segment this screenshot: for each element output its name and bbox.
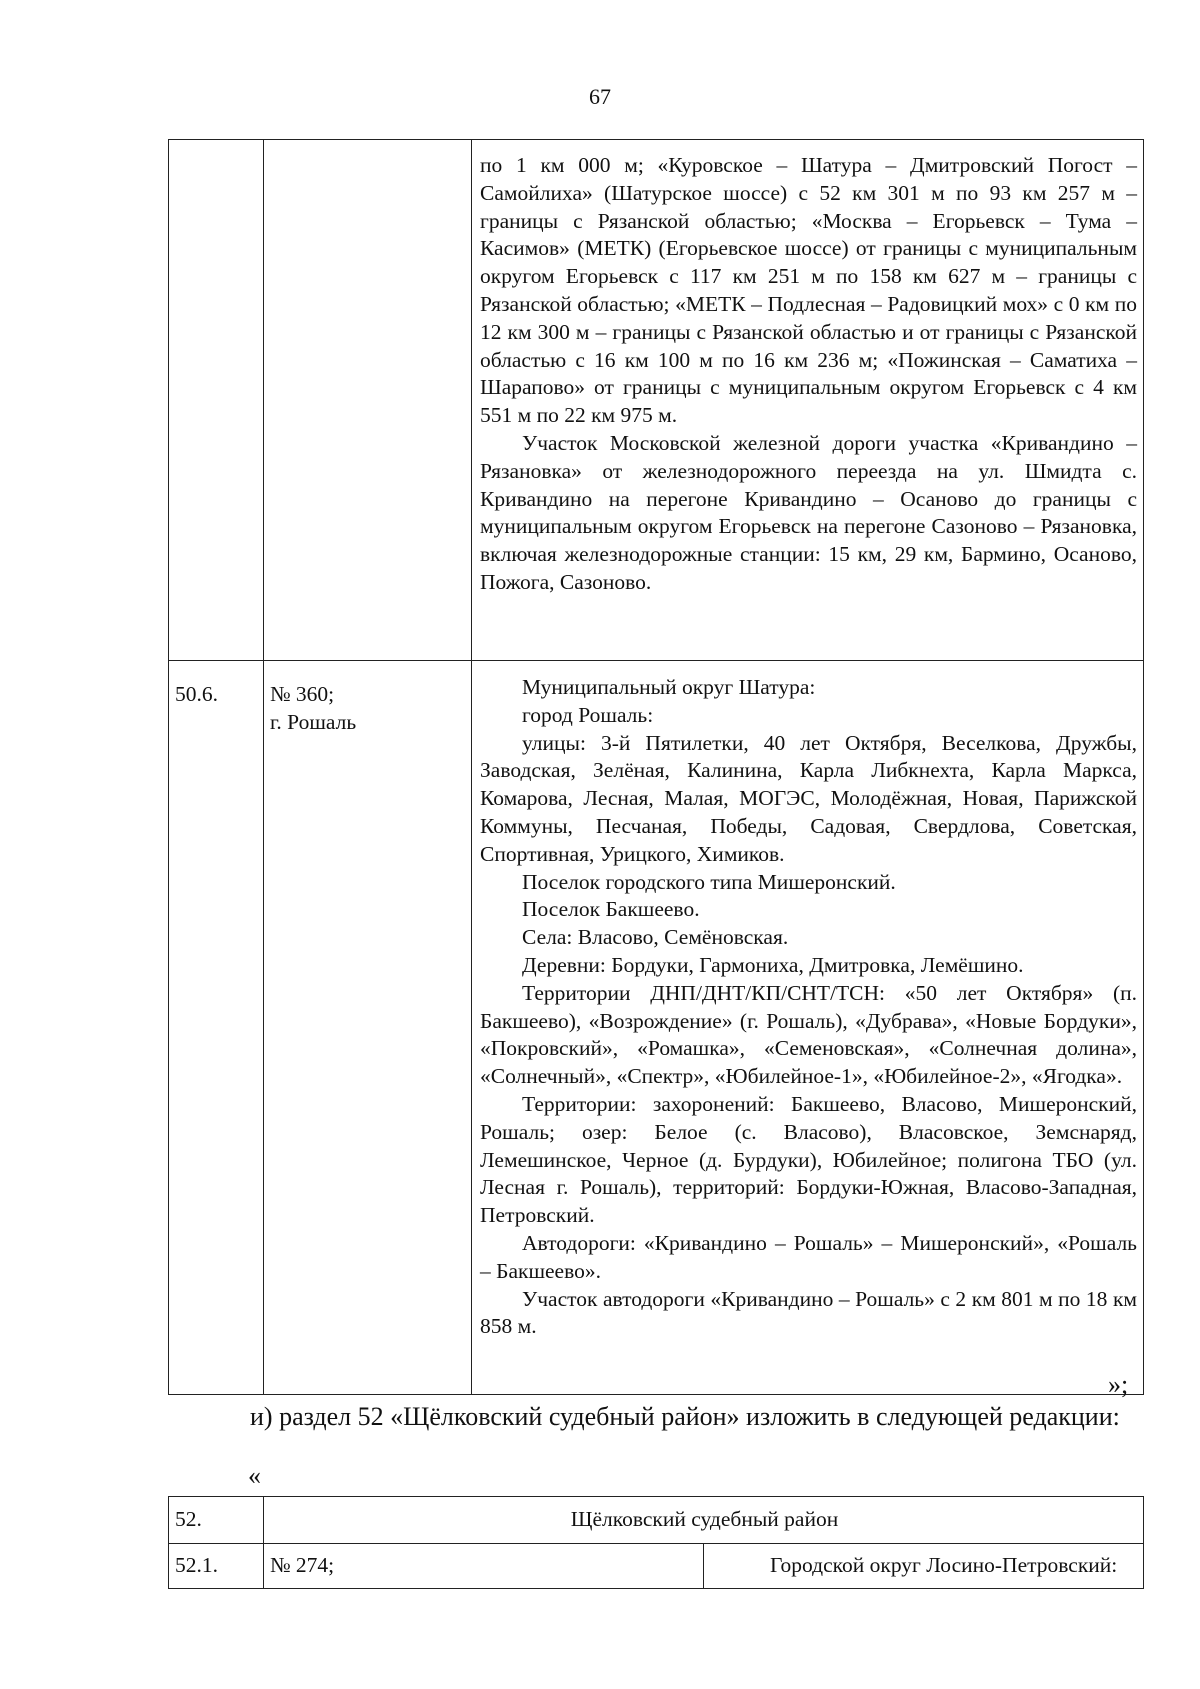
row-number-cell: 50.6. [169, 661, 264, 1395]
territory-paragraph: Села: Власово, Семёновская. [522, 925, 789, 950]
territory-paragraph: Участок автодороги «Кривандино – Рошаль» с 2 км 801 м по 18 км 858 м. [480, 1286, 1137, 1339]
territory-paragraph: улицы: 3-й Пятилетки, 40 лет Октября, Веселкова, Дружбы, Заводская, Зелёная, Калинина, Карла Либкнехта, Карла Маркса, Комарова, Лесная, Малая, МОГЭС, Молодёжная, Новая, Парижской Коммуны, Песчаная, Победы, Садовая, Свердлова, Советская, Спортивная, Урицкого, Химиков. [480, 730, 1137, 866]
schelkovo-district-table [168, 1496, 1144, 1589]
table-row [169, 661, 1144, 1395]
territory-paragraph: по 1 км 000 м; «Куровское – Шатура – Дмитровский Погост – Самойлиха» (Шатурское шоссе) с 52 км 301 м по 93 км 257 м – границы с Рязанской областью; «Москва – Егорьевск – Тума – Касимов» (МЕТК) (Егорьевское шоссе) от границы с муниципальным округом Егорьевск с 117 км 251 м по 158 км 627 м – границы с Рязанской областью; «МЕТК – Подлесная – Радовицкий мох» с 0 км по 12 км 300 м – границы с Рязанской областью и от границы с Рязанской областью с 16 км 100 м по 16 км 236 м; «Пожинская – Саматиха – Шарапово» от границы с муниципальным округом Егорьевск с 4 км 551 м по 22 км 975 м. [480, 153, 1137, 428]
amendment-instruction: и) раздел 52 «Щёлковский судебный район» изложить в следующей редакции: [250, 1402, 1120, 1431]
territory-paragraph: Поселок Бакшеево. [522, 897, 700, 922]
row-number-cell: 52.1. [169, 1544, 264, 1589]
territory-paragraph: город Рошаль: [522, 702, 654, 727]
court-cell [264, 140, 472, 661]
court-number: № 360; [270, 682, 335, 706]
section-number-cell: 52. [169, 1497, 264, 1544]
territory-paragraph: Участок Московской железной дороги участка «Кривандино – Рязановка» от железнодорожного переезда на ул. Шмидта с. Кривандино на перегоне Кривандино – Осаново до границы с муниципальным округом Егорьевск на перегоне Сазоново – Рязановка, включая железнодорожные станции: 15 км, 29 км, Бармино, Осаново, Пожога, Сазоново. [480, 430, 1137, 594]
court-cell [264, 661, 472, 1395]
territory-paragraph: Автодороги: «Кривандино – Рошаль» – Мишеронский», «Рошаль – Бакшеево». [480, 1230, 1137, 1283]
section-title-cell: Щёлковский судебный район [264, 1497, 1144, 1544]
table-row [169, 140, 1144, 661]
opening-quote: « [248, 1461, 261, 1490]
territory-cell [472, 661, 1144, 1395]
table-row [169, 1544, 1144, 1589]
territory-paragraph: Деревни: Бордуки, Гармониха, Дмитровка, Лемёшино. [522, 952, 1024, 977]
court-cell: № 274; [264, 1544, 704, 1589]
territory-paragraph: Территории ДНП/ДНТ/КП/СНТ/ТСН: «50 лет Октября» (п. Бакшеево), «Возрождение» (г. Рошаль), «Дубрава», «Новые Бордуки», «Покровский», «Ромашка», «Семеновская», «Солнечная долина», «Солнечный», «Спектр», «Юбилейное-1», «Юбилейное-2», «Ягодка». [480, 980, 1137, 1089]
territory-paragraph: Муниципальный округ Шатура: [522, 675, 816, 699]
territory-paragraph: Территории: захоронений: Бакшеево, Власово, Мишеронский, Рошаль; озер: Белое (с. Власово), Власовское, Земснаряд, Лемешинское, Черное (д. Бурдуки), Юбилейное; полигона ТБО (ул. Лесная г. Рошаль), территорий: Бордуки-Южная, Власово-Западная, Петровский. [480, 1091, 1137, 1228]
table-header-row [169, 1497, 1144, 1544]
court-city: г. Рошаль [270, 709, 357, 734]
territory-cell: Городской округ Лосино-Петровский: [704, 1544, 1144, 1589]
territory-cell [472, 140, 1144, 661]
row-number-cell [169, 140, 264, 661]
court-districts-table [168, 139, 1144, 1395]
closing-quote: »; [1108, 1370, 1129, 1399]
territory-paragraph: Поселок городского типа Мишеронский. [522, 869, 896, 894]
page-number: 67 [589, 84, 611, 109]
